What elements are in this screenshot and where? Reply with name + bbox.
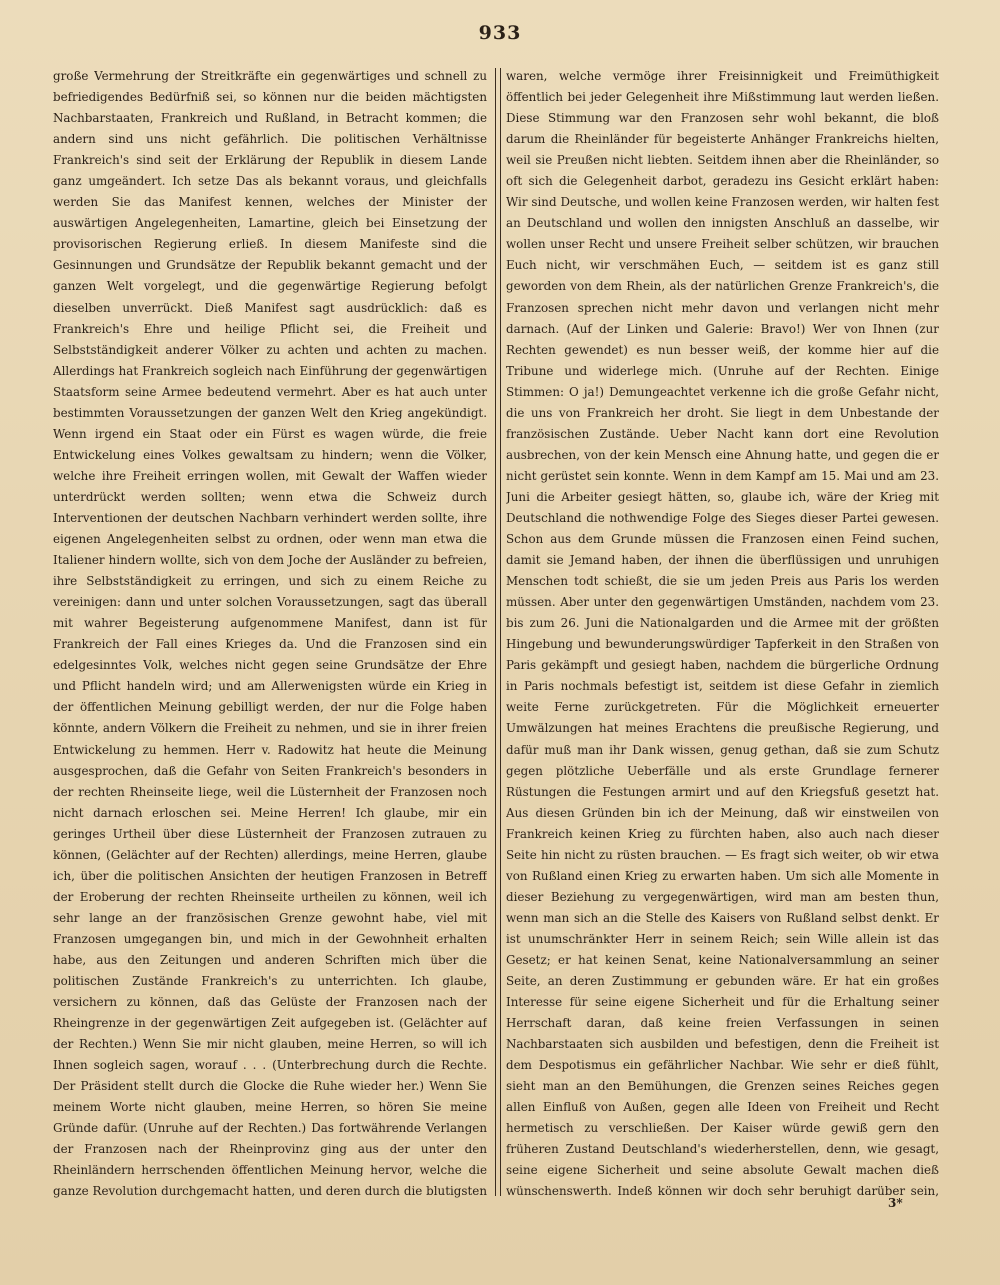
column-text-right: waren, welche vermöge ihrer Freisinnigkeit und Freimüthigkeit öffentlich bei jeder Gelegenheit ihre Mißstimmung laut werden ließen. Diese Stimmung war den Franzosen sehr wohl bekannt, die bloß darum die Rheinländer für begeisterte Anhänger Frankreichs hielten, weil sie Preußen nicht liebten. Seitdem ihnen aber die Rheinländer, so oft sich die Gelegenheit darbot, geradezu ins Gesicht erklärt haben: Wir sind Deutsche, und wollen keine Franzosen werden, wir halten fest an Deutschland und wollen den innigsten Anschluß an dasselbe, wir wollen unser Recht und unsere Freiheit selber schützen, wir brauchen Euch nicht, wir verschmähen Euch, — seitdem ist es ganz still geworden von dem Rhein, als der natürlichen Grenze Frankreich's, die Franzosen sprechen nicht mehr davon und verlangen nicht mehr darnach. (Auf der Linken und Galerie: Bravo!) Wer von Ihnen (zur Rechten gewendet) es nun besser weiß, der komme hier auf die Tribune und widerlege mich. (Unruhe auf der Rechten. Einige Stimmen: O ja!) Demungeachtet verkenne ich die große Gefahr nicht, die uns von Frankreich her droht. Sie liegt in dem Unbestande der französischen Zustände. Ueber Nacht kann dort eine Revolution ausbrechen, von der kein Mensch eine Ahnung hatte, und gegen die er nicht gerüstet sein konnte. Wenn in dem Kampf am 15. Mai und am 23. Juni die Arbeiter gesiegt hätten, so, glaube ich, wäre der Krieg mit Deutschland die nothwendige Folge des Sieges dieser Partei gewesen. Schon aus dem Grunde müssen die Franzosen einen Feind suchen, damit sie Jemand haben, der ihnen die überflüssigen und unruhigen Menschen todt schießt, die sie um jeden Preis aus Paris los werden müssen. Aber unter den gegenwärtigen Umständen, nachdem vom 23. bis zum 26. Juni die Nationalgarden und die Armee mit der größten Hingebung und bewunderungswürdiger Tapferkeit in den Straßen von Paris gekämpft und gesiegt haben, nachdem die bürgerliche Ordnung in Paris nochmals befestigt ist, seitdem ist diese Gefahr in ziemlich weite Ferne zurückgetreten. Für die Möglichkeit erneuerter Umwälzungen hat meines Erachtens die preußische Regierung, und dafür muß man ihr Dank wissen, genug gethan, daß sie zum Schutz gegen plötzliche Ueberfälle und als erste Grundlage fernerer Rüstungen die Festungen armirt und auf den Kriegsfuß gesetzt hat. Aus diesen Gründen bin ich der Meinung, daß wir einstweilen von Frankreich keinen Krieg zu fürchten haben, also auch nach dieser Seite hin nicht zu rüsten brauchen. — Es fragt sich weiter, ob wir etwa von Rußland einen Krieg zu erwarten haben. Um sich alle Momente in dieser Beziehung zu vergegenwärtigen, wird man am besten thun, wenn man sich an die Stelle des Kaisers von Rußland selbst denkt. Er ist unumschränkter Herr in seinem Reich; sein Wille allein ist das Gesetz; er hat keinen Senat, keine Nationalversammlung an seiner Seite, an deren Zustimmung er gebunden wäre. Er hat ein großes Interesse für seine eigene Sicherheit und für die Erhaltung seiner Herrschaft daran, daß keine freien Verfassungen in seinen Nachbarstaaten sich ausbilden und befestigen, denn die Freiheit ist dem Despotismus ein gefährlicher Nachbar. Wie sehr er dieß fühlt, sieht man an den Bemühungen, die Grenzen seines Reiches gegen allen Einfluß von Außen, gegen alle Ideen von Freiheit und Recht hermetisch zu verschließen. Der Kaiser würde gewiß gern den früheren Zustand Deutschland's wiederherstellen, denn, wie gesagt, seine eigene Sicherheit und seine absolute Gewalt machen dieß wünschenswerth. Indeß können wir doch sehr beruhigt darüber sein, [506, 69, 939, 1199]
page-number: 933 [478, 22, 522, 44]
column-text-left: große Vermehrung der Streitkräfte ein gegenwärtiges und schnell zu befriedigendes Bedürfniß sei, so können nur die beiden mächtigsten Nachbarstaaten, Frankreich und Rußland, in Betracht kommen; die andern sind uns nicht gefährlich. Die politischen Verhältnisse Frankreich's sind seit der Erklärung der Republik in diesem Lande ganz umgeändert. Ich setze Das als bekannt voraus, und gleichfalls werden Sie das Manifest kennen, welches der Minister der auswärtigen Angelegenheiten, Lamartine, gleich bei Einsetzung der provisorischen Regierung erließ. In diesem Manifeste sind die Gesinnungen und Grundsätze der Republik bekannt gemacht und der ganzen Welt vorgelegt, und die gegenwärtige Regierung befolgt dieselben unverrückt. Dieß Manifest sagt ausdrücklich: daß es Frankreich's Ehre und heilige Pflicht sei, die Freiheit und Selbstständigkeit anderer Völker zu achten und achten zu machen. Allerdings hat Frankreich sogleich nach Einführung der gegenwärtigen Staatsform seine Armee bedeutend vermehrt. Aber es hat auch unter bestimmten Voraussetzungen der ganzen Welt den Krieg angekündigt. Wenn irgend ein Staat oder ein Fürst es wagen würde, die freie Entwickelung eines Volkes gewaltsam zu hindern; wenn die Völker, welche ihre Freiheit erringen wollen, mit Gewalt der Waffen wieder unterdrückt werden sollten; wenn etwa die Schweiz durch Interventionen der deutschen Nachbarn verhindert werden sollte, ihre eigenen Angelegenheiten selbst zu ordnen, oder wenn man etwa die Italiener hindern wollte, sich von dem Joche der Ausländer zu befreien, ihre Selbstständigkeit zu erringen, und sich zu einem Reiche zu vereinigen: dann und unter solchen Voraussetzungen, sagt das überall mit wahrer Begeisterung aufgenommene Manifest, dann ist für Frankreich der Fall eines Krieges da. Und die Franzosen sind ein edelgesinntes Volk, welches nicht gegen seine Grundsätze der Ehre und Pflicht handeln wird; und am Allerwenigsten würde ein Krieg in der öffentlichen Meinung gebilligt werden, der nur die Folge haben könnte, andern Völkern die Freiheit zu nehmen, und sie in ihrer freien Entwickelung zu hemmen. Herr v. Radowitz hat heute die Meinung ausgesprochen, daß die Gefahr von Seiten Frankreich's besonders in der rechten Rheinseite liege, weil die Lüsternheit der Franzosen noch nicht darnach erloschen sei. Meine Herren! Ich glaube, mir ein geringes Urtheil über diese Lüsternheit der Franzosen zutrauen zu können, (Gelächter auf der Rechten) allerdings, meine Herren, glaube ich, über die politischen Ansichten der heutigen Franzosen in Betreff der Eroberung der rechten Rheinseite urtheilen zu können, weil ich sehr lange an der französischen Grenze gewohnt habe, viel mit Franzosen umgegangen bin, und mich in der Gewohnheit erhalten habe, aus den Zeitungen und anderen Schriften mich über die politischen Zustände Frankreich's zu unterrichten. Ich glaube, versichern zu können, daß das Gelüste der Franzosen nach der Rheingrenze in der gegenwärtigen Zeit aufgegeben ist. (Gelächter auf der Rechten.) Wenn Sie mir nicht glauben, meine Herren, so will ich Ihnen sogleich sagen, worauf . . . (Unterbrechung durch die Rechte. Der Präsident stellt durch die Glocke die Ruhe wieder her.) Wenn Sie meinem Worte nicht glauben, meine Herren, so hören Sie meine Gründe dafür. (Unruhe auf der Rechten.) Das fortwährende Verlangen der Franzosen nach der Rheinprovinz ging aus der unter den Rheinländern herrschenden öffentlichen Meinung hervor, welche die ganze Revolution durchgemacht hatten, und deren durch die blutigsten [53, 69, 487, 1199]
text-column-left [53, 66, 487, 1202]
printer-signature-mark: 3* [888, 1196, 903, 1210]
column-divider [495, 68, 501, 1196]
text-column-right [506, 66, 939, 1202]
